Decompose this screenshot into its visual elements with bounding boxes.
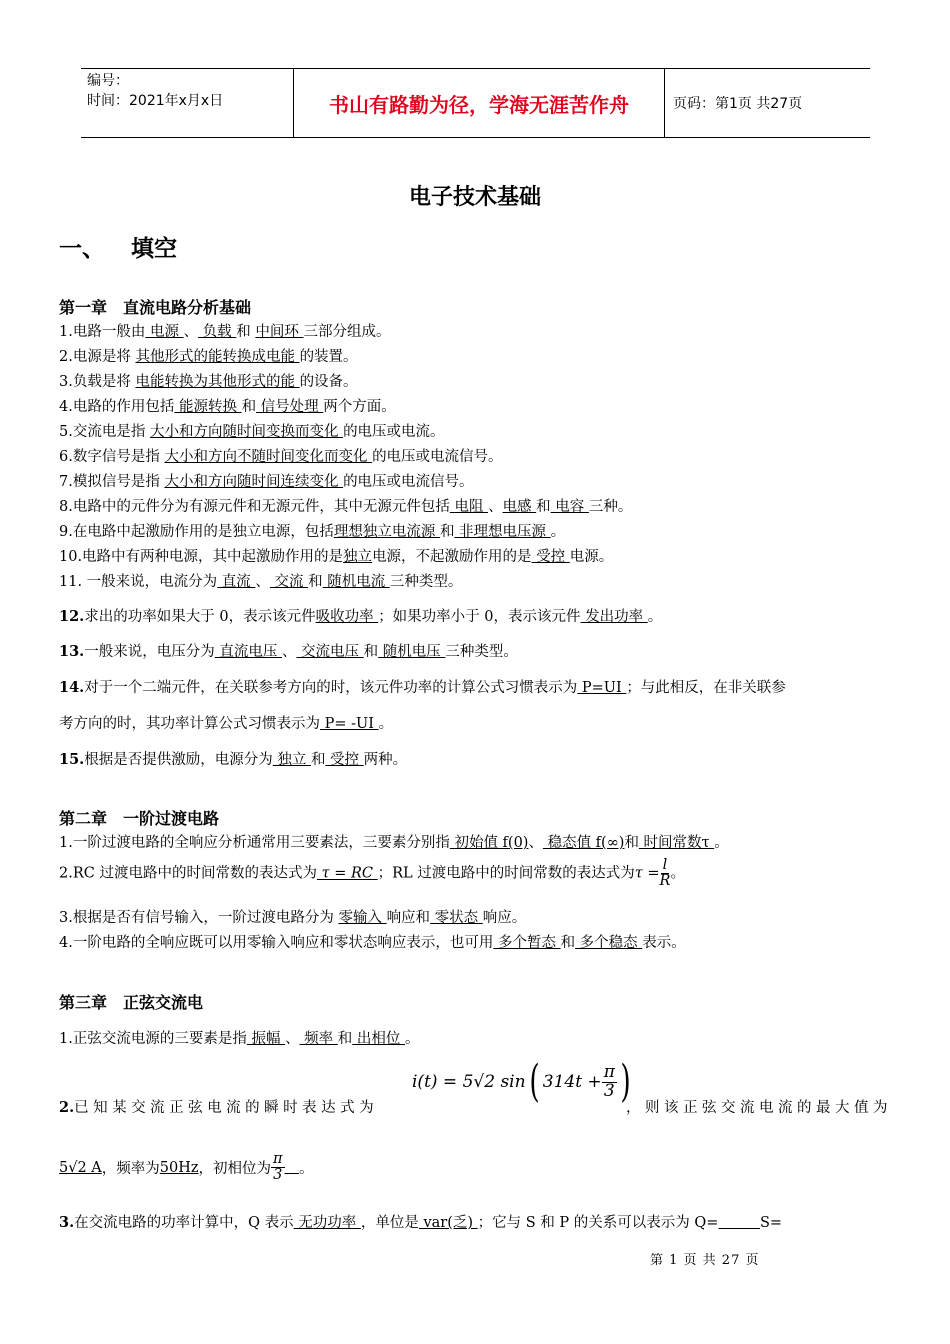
question: 5.交流电是指 大小和方向随时间变换而变化 的电压或电流。 [59, 424, 445, 440]
question: 15.根据是否提供激励，电源分为 独立 和 受控 两种。 [59, 751, 408, 768]
question: 4.一阶电路的全响应既可以用零输入响应和零状态响应表示，也可用 多个暂态 和 多个稳态 表示。 [59, 935, 686, 951]
left-paren: ( [529, 1056, 540, 1107]
question: 7.模拟信号是指 大小和方向随时间连续变化 的电压或电流信号。 [59, 474, 474, 490]
question: 11. 一般来说，电流分为 直流 、 交流 和 随机电流 三种类型。 [59, 574, 463, 590]
number-label: 编号： [87, 73, 129, 89]
question: 3.在交流电路的功率计算中，Q 表示 无功功率 ，单位是 var(乏) ；它与 S 和 P 的关系可以表示为 Q= S= [59, 1214, 783, 1231]
question: 10.电路中有两种电源，其中起激励作用的是独立电源，不起激励作用的是 受控 电源。 [59, 549, 614, 565]
fraction: $\frac{l}{R}$ [659, 857, 671, 890]
chapter-3-title: 第三章 正弦交流电 [59, 993, 204, 1012]
question: 考方向的时，其功率计算公式习惯表示为 P= -UI 。 [59, 716, 394, 732]
motto: 书山有路勤为径，学海无涯苦作舟 [294, 69, 665, 137]
chapter-1-title: 第一章 直流电路分析基础 [59, 298, 252, 317]
date-label: 时间：2021年x月x日 [87, 93, 224, 109]
question: 6.数字信号是指 大小和方向不随时间变化而变化 的电压或电流信号。 [59, 449, 503, 465]
question: 1.一阶过渡电路的全响应分析通常用三要素法，三要素分别指 初始值 f(0)、 稳态值 f(∞)和 时间常数τ 。 [59, 835, 729, 851]
page-title: 电子技术基础 [408, 185, 541, 210]
answer-line: 5√2 A ，频率为 50Hz ，初相位为 $\frac{\pi}{3}$ 。 [59, 1151, 314, 1184]
page-header [81, 68, 870, 138]
question: 1.电路一般由 电源 、 负载 和 中间环 三部分组成。 [59, 324, 391, 340]
question: 2.RC 过渡电路中的时间常数的表达式为 τ = RC ；RL 过渡电路中的时间常数的表达式为τ = $\frac{l}{R}$ 。 [59, 857, 685, 890]
section-heading: 一、 填空 [59, 236, 177, 262]
question: 2.电源是将 其他形式的能转换成电能 的装置。 [59, 349, 358, 365]
question: 9.在电路中起激励作用的是独立电源，包括理想独立电流源 和 非理想电压源 。 [59, 524, 566, 540]
fraction: $\frac{\pi}{3}$ [273, 1151, 283, 1184]
right-paren: ) [620, 1056, 631, 1107]
question: 3.根据是否有信号输入，一阶过渡电路分为 零输入 响应和 零状态 响应。 [59, 910, 527, 926]
page-label: 页码：第1页 共27页 [673, 96, 803, 112]
question: 12.求出的功率如果大于 0，表示该元件吸收功率 ；如果功率小于 0，表示该元件 发出功率 。 [59, 608, 663, 625]
header-info [81, 69, 294, 137]
current-formula: i(t) = 5√2 sin ( 314t + $\frac{\pi}{3}$ ) [412, 1056, 631, 1107]
question: 1.正弦交流电源的三要素是指 振幅 、 频率 和 出相位 。 [59, 1031, 420, 1047]
question: 8.电路中的元件分为有源元件和无源元件，其中无源元件包括 电阻 、电感 和 电容 三种。 [59, 499, 633, 515]
question: 4.电路的作用包括 能源转换 和 信号处理 两个方面。 [59, 399, 396, 415]
question: 14.对于一个二端元件，在关联参考方向的时，该元件功率的计算公式习惯表示为 P=UI ；与此相反，在非关联参 [59, 679, 786, 696]
fraction: $\frac{\pi}{3}$ [603, 1061, 615, 1101]
chapter-2-title: 第二章 一阶过渡电路 [59, 809, 220, 828]
question: 13.一般来说，电压分为 直流电压 、 交流电压 和 随机电压 三种类型。 [59, 643, 518, 660]
question: 3.负载是将 电能转换为其他形式的能 的设备。 [59, 374, 358, 390]
question: 2.已知某交流正弦电流的瞬时表达式为 ，则该正弦交流电流的最大值为 [59, 1099, 892, 1116]
page-footer: 第 1 页 共 27 页 [650, 1253, 760, 1268]
